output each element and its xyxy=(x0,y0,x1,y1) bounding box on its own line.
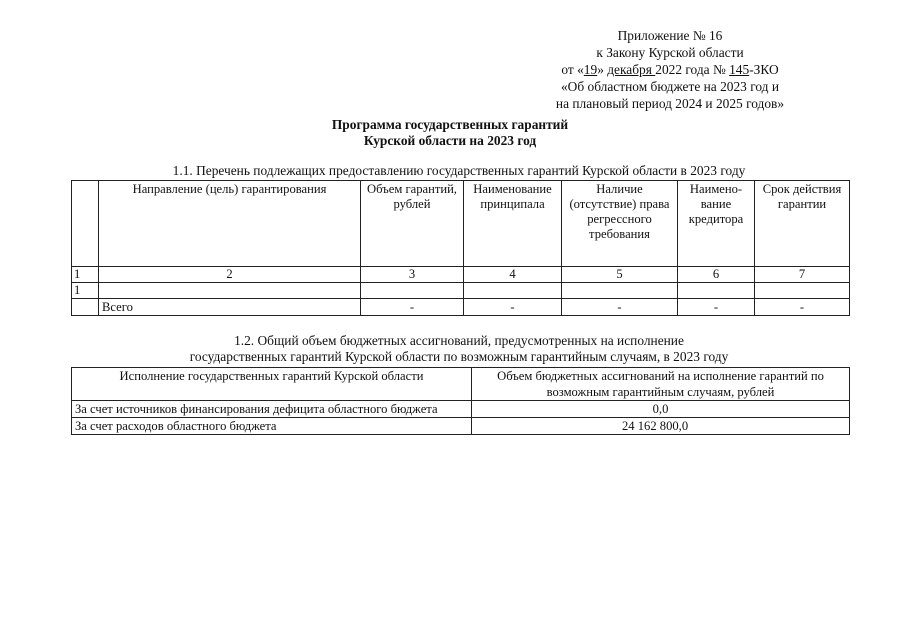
table-cell: - xyxy=(464,299,562,316)
table-cell: - xyxy=(678,299,755,316)
date-day: 19 xyxy=(583,62,598,77)
law-suffix: -ЗКО xyxy=(749,62,779,77)
program-title xyxy=(250,117,650,149)
table-cell xyxy=(678,283,755,299)
header-cell: Наименование принципала xyxy=(464,181,562,267)
appendix-law-title-2: на плановый период 2024 и 2025 годов» xyxy=(555,96,785,111)
header-cell: Наимено-вание кредитора xyxy=(678,181,755,267)
table-row xyxy=(72,418,850,435)
date-prefix: от « xyxy=(561,62,584,77)
header-cell: Объем гарантий, рублей xyxy=(361,181,464,267)
table-cell xyxy=(755,283,850,299)
appendix-law-ref: к Закону Курской области xyxy=(596,45,744,60)
table-row xyxy=(72,283,850,299)
row-value: 0,0 xyxy=(472,401,850,418)
header-cell: Объем бюджетных ассигнований на исполнение гарантий по возможным гарантийным случаям, рублей xyxy=(472,368,850,401)
appendix-header xyxy=(525,27,815,112)
date-month: декабря xyxy=(607,62,656,77)
table-cell: - xyxy=(755,299,850,316)
section2-title-line1: 1.2. Общий объем бюджетных ассигнований, предусмотренных на исполнение xyxy=(234,333,684,348)
column-number: 3 xyxy=(361,267,464,283)
table-cell xyxy=(562,283,678,299)
appendix-law-title-1: «Об областном бюджете на 2023 год и xyxy=(560,79,780,94)
table-header-row xyxy=(72,368,850,401)
row-label: За счет расходов областного бюджета xyxy=(72,418,472,435)
table-cell xyxy=(361,283,464,299)
table-cell: 1 xyxy=(72,283,99,299)
appendix-date-line xyxy=(525,61,815,78)
column-number: 5 xyxy=(562,267,678,283)
appendix-number: Приложение № 16 xyxy=(617,28,723,43)
row-label: За счет источников финансирования дефицита областного бюджета xyxy=(72,401,472,418)
table-cell xyxy=(464,283,562,299)
header-cell: Наличие (отсутствие) права регрессного требования xyxy=(562,181,678,267)
section2-title-line2: государственных гарантий Курской области по возможным гарантийным случаям, в 2023 году xyxy=(189,349,729,364)
column-number-row xyxy=(72,267,850,283)
date-year: 2022 года № xyxy=(655,62,730,77)
section1-title: 1.1. Перечень подлежащих предоставлению государственных гарантий Курской области в 2023 году xyxy=(172,163,746,178)
table-cell xyxy=(99,283,361,299)
header-cell: Направление (цель) гарантирования xyxy=(99,181,361,267)
allocations-table xyxy=(71,367,850,435)
row-value: 24 162 800,0 xyxy=(472,418,850,435)
total-label: Всего xyxy=(99,299,361,316)
total-row xyxy=(72,299,850,316)
table-cell: - xyxy=(562,299,678,316)
program-title-line2: Курской области на 2023 год xyxy=(363,133,537,148)
section2-title xyxy=(70,333,848,365)
column-number: 7 xyxy=(755,267,850,283)
law-number: 145 xyxy=(729,62,750,77)
header-cell xyxy=(72,181,99,267)
program-title-line1: Программа государственных гарантий xyxy=(331,117,569,132)
column-number: 4 xyxy=(464,267,562,283)
column-number: 6 xyxy=(678,267,755,283)
table-cell xyxy=(72,299,99,316)
table-header-row xyxy=(72,181,850,267)
guarantees-table xyxy=(71,180,850,316)
column-number: 2 xyxy=(99,267,361,283)
header-cell: Срок действия гарантии xyxy=(755,181,850,267)
table-cell: - xyxy=(361,299,464,316)
header-cell: Исполнение государственных гарантий Курской области xyxy=(72,368,472,401)
date-mid: » xyxy=(597,62,608,77)
column-number: 1 xyxy=(72,267,99,283)
table-row xyxy=(72,401,850,418)
